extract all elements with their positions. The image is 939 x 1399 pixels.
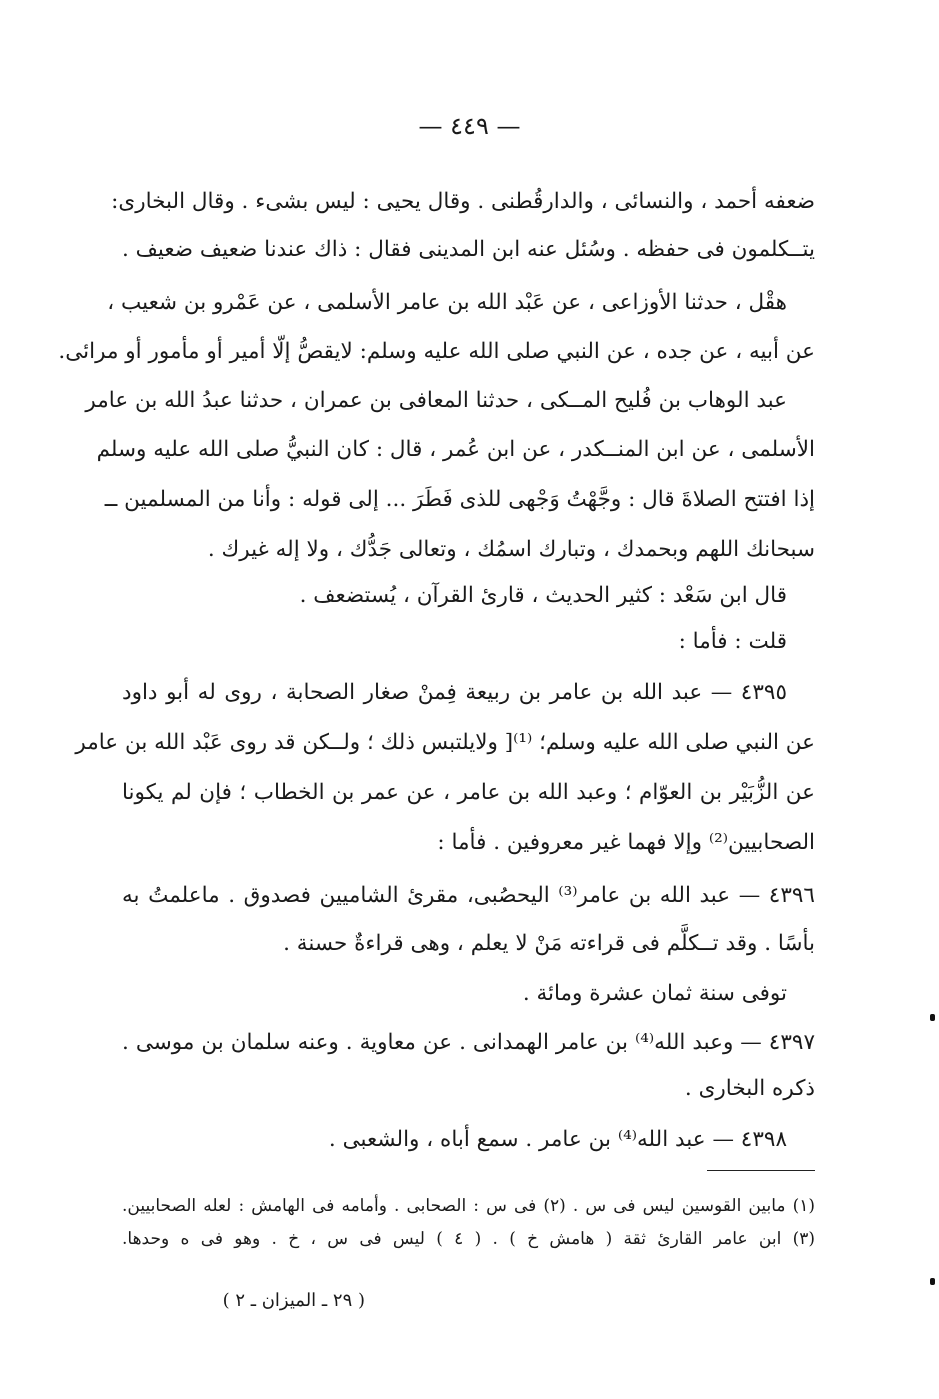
text-line: عبد الوهاب بن فُليح المــكى ، حدثنا المعافى بن عمران ، حدثنا عبدُ الله بن عامر [85, 388, 787, 413]
text-line: ضعفه أحمد ، والنسائى ، والدارقُطنى . وقال يحيى : ليس بشىء . وقال البخارى: [111, 189, 815, 214]
entry-line: ٤٣٩٦ — عبد الله بن عامر⁽³⁾ اليحصُبى، مقرئ الشاميين فصدوق . ماعلمتُ به [122, 883, 815, 908]
signature-mark: ( ٢٩ ـ الميزان ـ ٢ ) [222, 1290, 365, 1311]
text-line: توفى سنة ثمان عشرة ومائة . [522, 981, 787, 1006]
text-line: عن النبي صلى الله عليه وسلم؛ ⁽¹⁾[ ولايلتبس ذلك ؛ ولــكن قد روى عَبْد الله بن عامر [75, 730, 815, 755]
text-line: قلت : فأما : [678, 629, 787, 654]
entry-line: ٤٣٩٨ — عبد الله⁽⁴⁾ بن عامر . سمع أباه ، والشعبى . [328, 1127, 787, 1152]
margin-mark [930, 1014, 935, 1021]
page-number: — ٤٤٩ — [418, 112, 521, 140]
footnote-line: (١) مابين القوسين ليس فى س . (٢) فى س : الصحابى . وأمامه فى الهامش : لعله الصحابيين. [122, 1196, 815, 1216]
text-line: عن الزُّبَيْر بن العوّام ؛ وعبد الله بن عامر ، عن عمر بن الخطاب ؛ فإن لم يكونا [122, 780, 815, 805]
text-line: يتــكلمون فى حفظه . وسُئل عنه ابن المدينى فقال : ذاك عندنا ضعيف ضعيف . [122, 237, 815, 262]
text-line: هقْل ، حدثنا الأوزاعى ، عن عَبْد الله بن عامر الأسلمى ، عن عَمْرو بن شعيب ، [107, 290, 787, 315]
text-line: عن أبيه ، عن جده ، عن النبي صلى الله عليه وسلم: لايقصُّ إلّا أمير أو مأمور أو مرائى. [58, 339, 815, 364]
entry-line: ٤٣٩٧ — وعبد الله⁽⁴⁾ بن عامر الهمدانى . عن معاوية . وعنه سلمان بن موسى . [122, 1030, 815, 1055]
footnote-separator [707, 1170, 815, 1171]
margin-mark [930, 1278, 935, 1285]
entry-line: ٤٣٩٥ — عبد الله بن عامر بن ربيعة فِمنْ صغار الصحابة ، روى له أبو داود [122, 680, 787, 705]
text-line: ذكره البخارى . [684, 1076, 815, 1101]
text-line: إذا افتتح الصلاةَ قال : وجَّهْتُ وَجْهى للذى فَطَرَ ... إلى قوله : وأنا من المسلمين ــ [104, 487, 815, 512]
footnote-line: (٣) ابن عامر القارئ ثقة ( هامش خ ) . ( ٤ ) ليس فى س ، خ . وهو فى ه وحدها. [122, 1229, 815, 1249]
text-line: الأسلمى ، عن ابن المنــكدر ، عن ابن عُمر ، قال : كان النبيُّ صلى الله عليه وسلم [96, 437, 815, 462]
text-line: قال ابن سَعْد : كثير الحديث ، قارئ القرآن ، يُستضعف . [299, 583, 787, 608]
text-line: بأسًا . وقد تــكلَّم فى قراءته مَنْ لا يعلم ، وهى قراءةٌ حسنة . [283, 931, 815, 956]
text-line: سبحانك اللهم وبحمدك ، وتبارك اسمُك ، وتعالى جَدُّك ، ولا إله غيرك . [207, 537, 815, 562]
text-line: الصحابيين⁽²⁾ وإلا فهما غير معروفين . فأما : [437, 830, 815, 855]
